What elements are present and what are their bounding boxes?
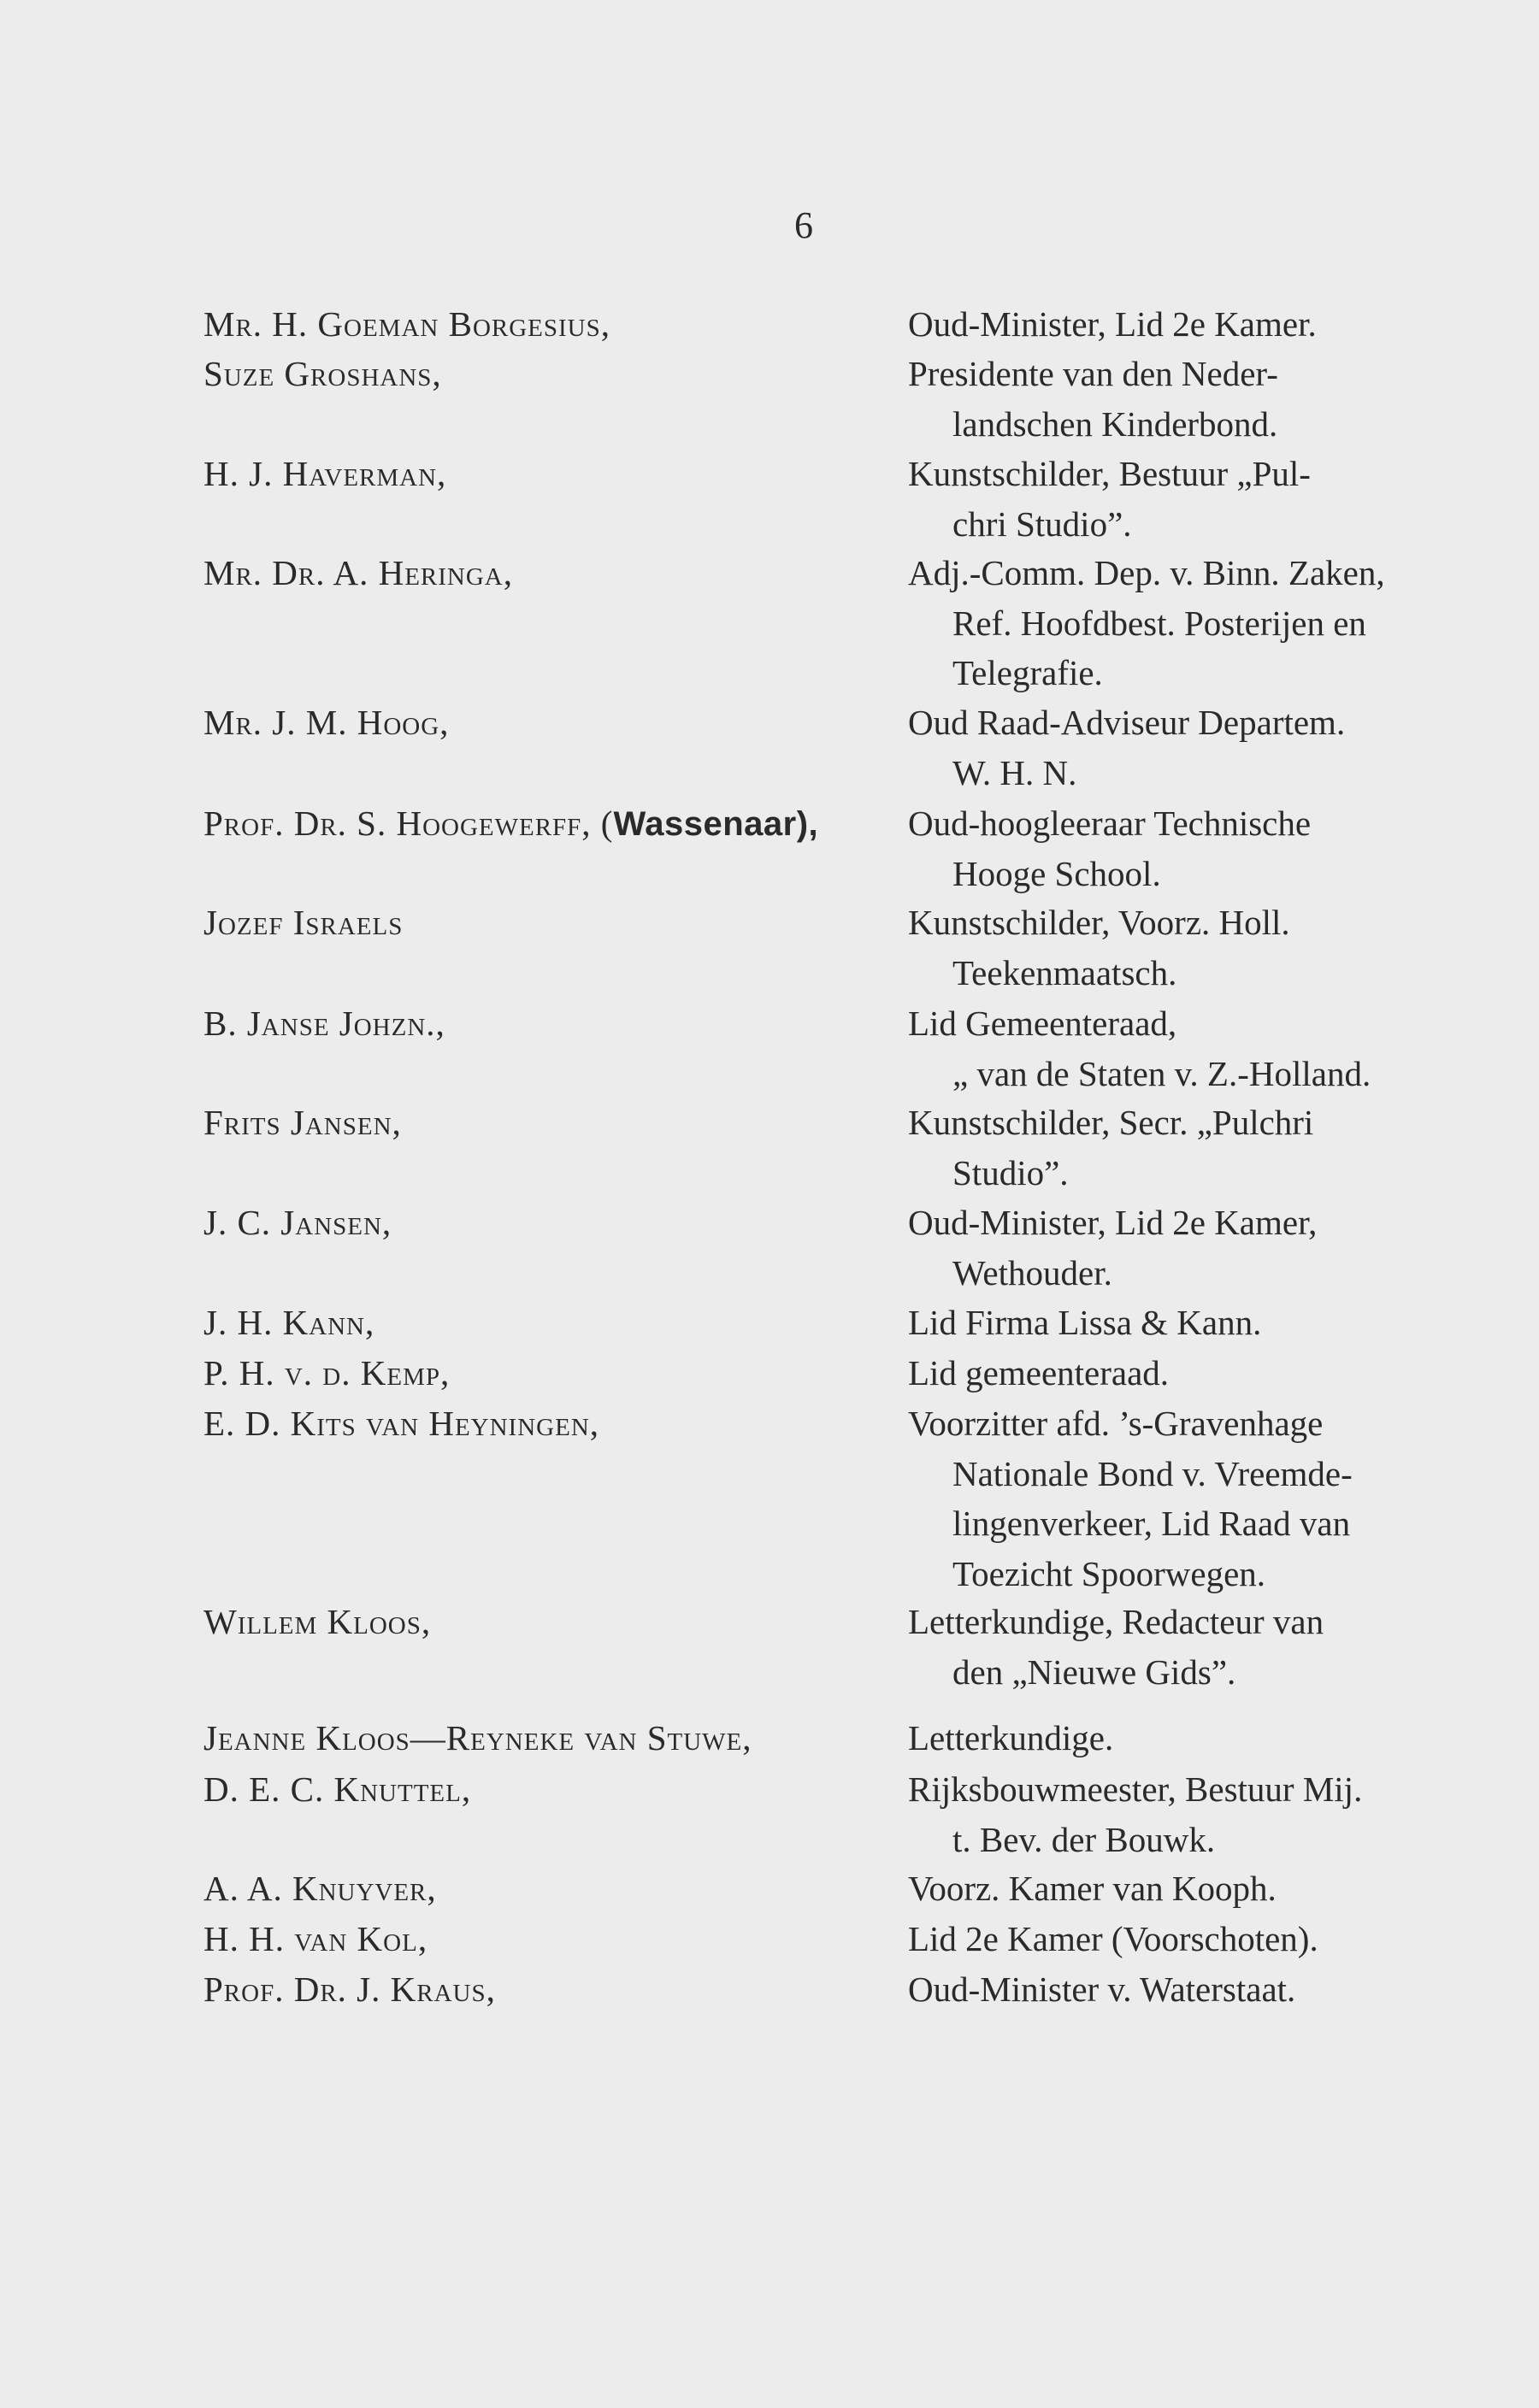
- entry-description-line: Studio”.: [952, 1152, 1069, 1192]
- entry-description: [908, 1348, 1421, 1398]
- entry-description: [908, 449, 1421, 549]
- entry-description: [908, 698, 1421, 798]
- entry-name: [203, 1298, 374, 1348]
- entry-description-line: Rijksbouwmeester, Bestuur Mij.: [908, 1769, 1363, 1809]
- page-number: 6: [794, 204, 813, 246]
- entry-name-text: Mr. J. M. Hoog,: [203, 703, 450, 742]
- entry-description: [908, 1198, 1421, 1298]
- entry-description-line: Oud-Minister v. Waterstaat.: [908, 1969, 1296, 2009]
- entry-description-line: Lid 2e Kamer (Voorschoten).: [908, 1919, 1318, 1958]
- entry-description: [908, 349, 1421, 449]
- entry-name: [203, 698, 449, 748]
- entry-name-text: Mr. H. Goeman Borgesius,: [203, 304, 610, 344]
- entry-description: [908, 1964, 1421, 2015]
- entry-name-text: Jozef Israels: [203, 903, 404, 942]
- entry-description-line: W. H. N.: [952, 752, 1077, 792]
- entry-name-text: E. D. Kits van Heyningen,: [203, 1404, 600, 1443]
- entry-name: [203, 349, 442, 399]
- entry-description-line: Kunstschilder, Secr. „Pulchri: [908, 1103, 1314, 1142]
- entry-description-line: Kunstschilder, Bestuur „Pul-: [908, 454, 1311, 493]
- entry-description-line: Oud-Minister, Lid 2e Kamer.: [908, 304, 1317, 344]
- entry-description-line: Kunstschilder, Voorz. Holl.: [908, 903, 1290, 942]
- entry-description-line: lingenverkeer, Lid Raad van: [952, 1504, 1351, 1543]
- entry-description: [908, 1597, 1421, 1697]
- entry-description-line: Nationale Bond v. Vreemde-: [952, 1453, 1353, 1493]
- entry-description-line: „ van de Staten v. Z.-Holland.: [952, 1053, 1371, 1093]
- entry-name: [203, 1398, 599, 1449]
- entry-description-line: Teekenmaatsch.: [952, 952, 1177, 992]
- entry-description: [908, 299, 1421, 350]
- entry-name-text: A. A. Knuyver,: [203, 1869, 437, 1908]
- entry-description-line: Lid gemeenteraad.: [908, 1353, 1170, 1392]
- entry-name-text: Frits Jansen,: [203, 1103, 402, 1142]
- entry-name: [203, 898, 403, 948]
- entry-name: [203, 1764, 471, 1815]
- entry-name: [203, 998, 445, 1049]
- entry-description: [908, 998, 1421, 1098]
- entry-name-text: B. Janse Johzn.,: [203, 1004, 445, 1043]
- entry-description-line: Voorz. Kamer van Kooph.: [908, 1869, 1277, 1908]
- entry-description-line: Lid Firma Lissa & Kann.: [908, 1303, 1262, 1342]
- entry-name-text: Willem Kloos,: [203, 1602, 432, 1641]
- entry-name-text: J. C. Jansen,: [203, 1203, 392, 1242]
- entry-name: [203, 1597, 431, 1647]
- entry-name: [203, 1713, 752, 1763]
- entry-name: [203, 1348, 450, 1398]
- entry-name: [203, 548, 513, 598]
- entry-description-line: Ref. Hoofdbest. Posterijen en: [952, 603, 1366, 643]
- entry-description-line: Oud-Minister, Lid 2e Kamer,: [908, 1203, 1318, 1242]
- entry-description: [908, 1298, 1421, 1348]
- entry-name: [203, 449, 446, 499]
- entry-name-text: J. H. Kann,: [203, 1303, 375, 1342]
- entry-name: [203, 1914, 428, 1964]
- entry-description: [908, 1398, 1421, 1598]
- entry-description-line: Wethouder.: [952, 1252, 1112, 1292]
- entry-description-line: Lid Gemeenteraad,: [908, 1004, 1177, 1043]
- entry-description-line: den „Nieuwe Gids”.: [952, 1651, 1236, 1692]
- entry-description-line: Adj.-Comm. Dep. v. Binn. Zaken,: [908, 553, 1385, 592]
- entry-description-line: t. Bev. der Bouwk.: [952, 1819, 1216, 1859]
- entry-name: [203, 1964, 496, 2015]
- entry-name-text: Prof. Dr. S. Hoogewerff, (: [203, 804, 614, 843]
- entry-name-text: Prof. Dr. J. Kraus,: [203, 1969, 496, 2009]
- entry-name-text: Mr. Dr. A. Heringa,: [203, 553, 513, 592]
- entry-description: [908, 1914, 1421, 1964]
- entry-name-text: D. E. C. Knuttel,: [203, 1769, 472, 1809]
- entry-description: [908, 1098, 1421, 1198]
- entry-description-line: Letterkundige.: [908, 1718, 1114, 1757]
- entry-name-place: Wassenaar),: [613, 805, 819, 843]
- entry-description: [908, 898, 1421, 998]
- entry-description: [908, 1863, 1421, 1914]
- entry-name-text: H. J. Haverman,: [203, 454, 447, 493]
- entry-name-text: P. H. v. d. Kemp,: [203, 1353, 451, 1392]
- entry-description-line: landschen Kinderbond.: [952, 403, 1278, 444]
- entry-name-text: Jeanne Kloos—Reyneke van Stuwe,: [203, 1718, 752, 1757]
- entry-description: [908, 1764, 1421, 1864]
- entry-description: [908, 548, 1421, 698]
- entry-description-line: Voorzitter afd. ’s-Gravenhage: [908, 1404, 1324, 1443]
- entry-name: [203, 798, 818, 850]
- entry-description-line: Letterkundige, Redacteur van: [908, 1602, 1324, 1641]
- entry-name-text: Suze Groshans,: [203, 354, 442, 393]
- entry-name: [203, 299, 610, 350]
- entry-description-line: Telegrafie.: [952, 653, 1103, 692]
- entry-description-line: Hooge School.: [952, 853, 1161, 893]
- entry-description-line: Oud-hoogleeraar Technische: [908, 804, 1312, 843]
- entry-name: [203, 1098, 402, 1148]
- entry-description-line: Toezicht Spoorwegen.: [952, 1553, 1266, 1593]
- entry-name: [203, 1863, 437, 1914]
- entry-description-line: Presidente van den Neder-: [908, 354, 1278, 393]
- entry-description: [908, 798, 1421, 898]
- entry-name-text: H. H. van Kol,: [203, 1919, 428, 1958]
- entry-description: [908, 1713, 1421, 1763]
- entry-description-line: chri Studio”.: [952, 503, 1132, 544]
- entry-name: [203, 1198, 392, 1248]
- entry-description-line: Oud Raad-Adviseur Departem.: [908, 703, 1346, 742]
